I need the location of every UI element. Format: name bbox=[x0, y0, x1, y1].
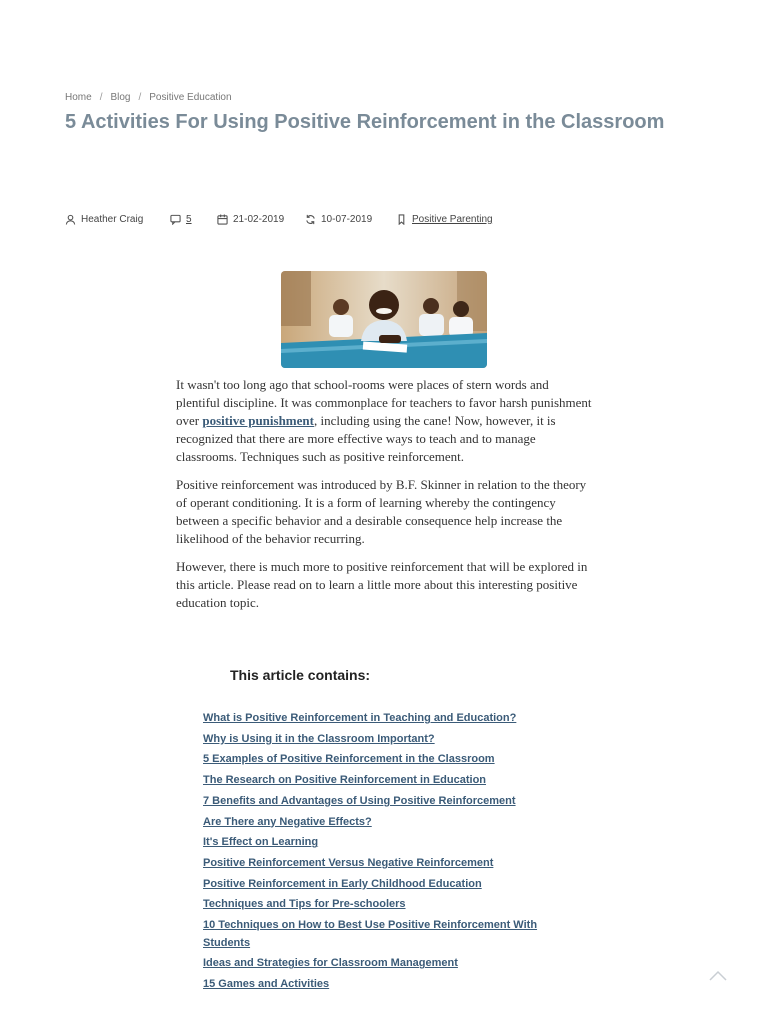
calendar-icon bbox=[217, 214, 228, 225]
article-body bbox=[176, 376, 592, 622]
toc-link-benefits[interactable]: 7 Benefits and Advantages of Using Positive Reinforcement bbox=[203, 794, 516, 807]
toc-link-ten-techniques[interactable]: 10 Techniques on How to Best Use Positive Reinforcement With Students bbox=[203, 919, 538, 949]
toc-item bbox=[203, 917, 573, 952]
comment-icon bbox=[170, 214, 181, 225]
breadcrumb-separator: / bbox=[138, 92, 142, 103]
toc-link-effect-on-learning[interactable]: It's Effect on Learning bbox=[203, 836, 319, 849]
author-meta bbox=[65, 214, 170, 225]
toc-item bbox=[203, 876, 573, 894]
toc-link-preschoolers[interactable]: Techniques and Tips for Pre-schoolers bbox=[203, 898, 406, 911]
toc-link-negative-effects[interactable]: Are There any Negative Effects? bbox=[203, 815, 372, 828]
refresh-icon bbox=[305, 214, 316, 225]
paragraph-intro bbox=[176, 376, 592, 466]
toc-item bbox=[203, 834, 573, 852]
comments-meta bbox=[170, 214, 217, 225]
hero-image bbox=[281, 271, 487, 368]
classroom-photo bbox=[281, 271, 487, 368]
toc-link-what-is[interactable]: What is Positive Reinforcement in Teaching and Education? bbox=[203, 712, 517, 724]
updated-date: 10-07-2019 bbox=[321, 213, 373, 225]
toc-item bbox=[203, 896, 573, 914]
toc-link-research[interactable]: The Research on Positive Reinforcement in Education bbox=[203, 774, 487, 787]
toc-item bbox=[203, 955, 573, 973]
page-title: 5 Activities For Using Positive Reinforcement in the Classroom bbox=[65, 111, 665, 133]
toc-item bbox=[203, 855, 573, 873]
toc-item bbox=[203, 731, 573, 749]
positive-punishment-link[interactable]: positive punishment bbox=[202, 413, 314, 428]
toc-link-early-childhood[interactable]: Positive Reinforcement in Early Childhood Education bbox=[203, 877, 482, 890]
breadcrumb-category-link[interactable]: Positive Education bbox=[149, 92, 232, 103]
toc-item bbox=[203, 751, 573, 769]
toc-link-versus-negative[interactable]: Positive Reinforcement Versus Negative Reinforcement bbox=[203, 856, 494, 869]
breadcrumb-home-link[interactable]: Home bbox=[65, 92, 92, 103]
toc-heading: This article contains: bbox=[230, 667, 371, 683]
paragraph-skinner: Positive reinforcement was introduced by B.F. Skinner in relation to the theory of operant conditioning. It is a form of learning whereby the contingency between a specific behavior and a desirable consequence help increase the likelihood of the behavior recurring. bbox=[176, 477, 587, 546]
paragraph-intro-text-end: , including using the cane! Now, however, it is recognized that there are more effective ways to teach and to manage classrooms. Techniques such as positive reinforcement. bbox=[176, 413, 556, 464]
author-name: Heather Craig bbox=[81, 213, 144, 225]
toc-link-examples[interactable]: 5 Examples of Positive Reinforcement in the Classroom bbox=[203, 753, 495, 766]
back-to-top-button[interactable] bbox=[707, 966, 729, 984]
table-of-contents bbox=[203, 710, 573, 997]
comments-count-link[interactable]: 5 bbox=[186, 213, 192, 225]
toc-item bbox=[203, 772, 573, 790]
toc-item bbox=[203, 793, 573, 811]
toc-item bbox=[203, 976, 573, 994]
published-date-meta bbox=[217, 214, 305, 225]
toc-item bbox=[203, 710, 573, 728]
paragraph-intro-text-start: It wasn't too long ago that school-rooms were places of stern words and plentiful discipline. It was commonplace for teachers to favor harsh punishment over bbox=[176, 377, 592, 428]
user-icon bbox=[65, 214, 76, 225]
toc-link-games-activities[interactable]: 15 Games and Activities bbox=[203, 978, 330, 991]
published-date: 21-02-2019 bbox=[233, 213, 285, 225]
tag-link[interactable]: Positive Parenting bbox=[412, 213, 493, 225]
paragraph-explore: However, there is much more to positive reinforcement that will be explored in this article. Please read on to learn a little more about this interesting positive education topic. bbox=[176, 559, 588, 610]
updated-date-meta bbox=[305, 214, 396, 225]
article-meta bbox=[65, 211, 493, 227]
bookmark-icon bbox=[396, 214, 407, 225]
chevron-up-icon bbox=[707, 966, 729, 984]
breadcrumb-separator: / bbox=[99, 92, 103, 103]
toc-item bbox=[203, 814, 573, 832]
breadcrumb-blog-link[interactable]: Blog bbox=[110, 92, 131, 103]
tag-meta bbox=[396, 214, 493, 225]
breadcrumb bbox=[65, 92, 232, 103]
toc-link-why-important[interactable]: Why is Using it in the Classroom Important? bbox=[203, 732, 435, 745]
toc-link-classroom-management[interactable]: Ideas and Strategies for Classroom Management bbox=[203, 957, 458, 970]
